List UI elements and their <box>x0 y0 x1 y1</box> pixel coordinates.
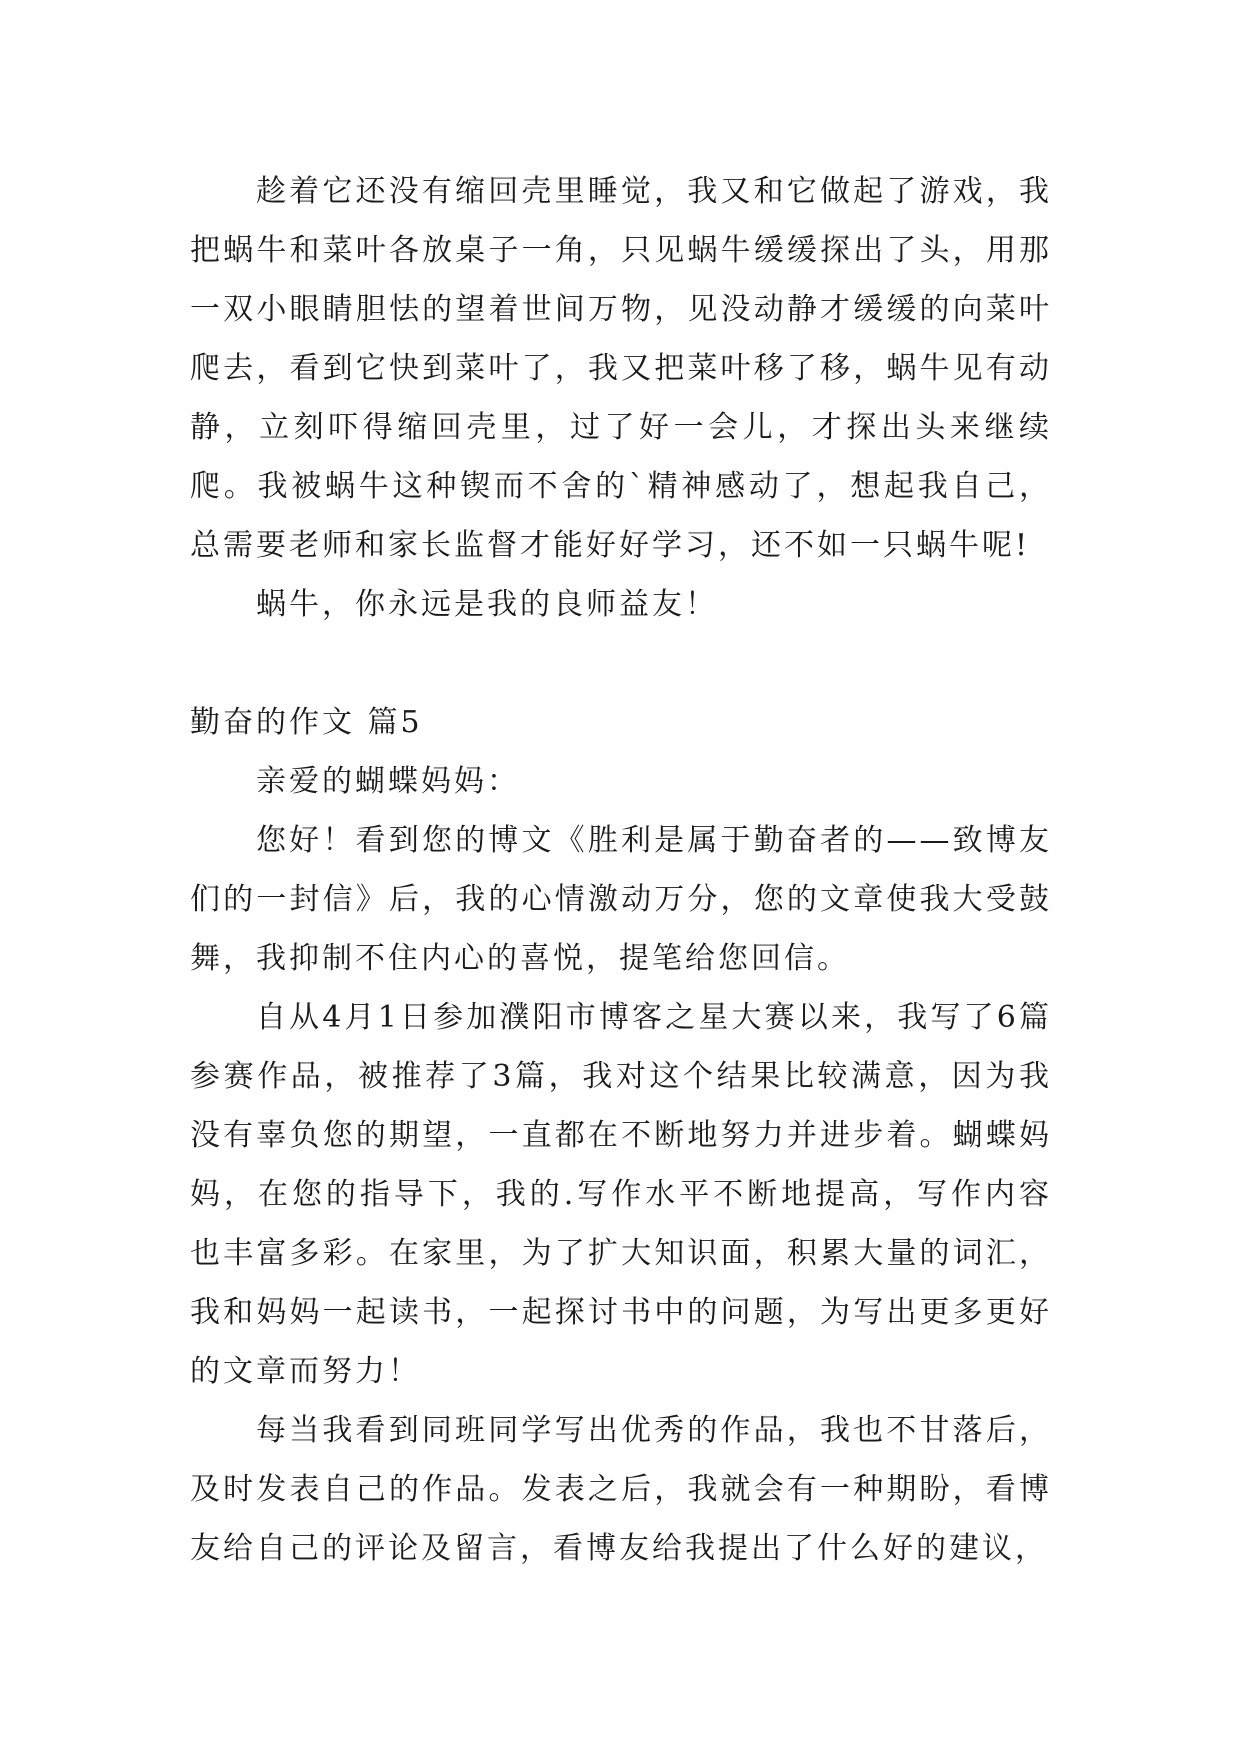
letter-greeting: 亲爱的蝴蝶妈妈： <box>256 764 520 799</box>
section-heading: 勤奋的作文 篇5 <box>190 705 423 740</box>
paragraph-classmates: 每当我看到同班同学写出优秀的作品，我也不甘落后，及时发表自己的作品。发表之后，我就会有一种期盼，看博友给自己的评论及留言，看博友给我提出了什么好的建议， <box>190 1413 1052 1566</box>
paragraph-snail-game: 趁着它还没有缩回壳里睡觉，我又和它做起了游戏，我把蜗牛和菜叶各放桌子一角，只见蜗牛缓缓探出了头，用那一双小眼睛胆怯的望着世间万物，见没动静才缓缓的向菜叶爬去，看到它快到菜叶了，我又把菜叶移了移，蜗牛见有动静，立刻吓得缩回壳里，过了好一会儿，才探出头来继续爬。我被蜗牛这种锲而不舍的`精神感动了，想起我自己，总需要老师和家长监督才能好好学习，还不如一只蜗牛呢! <box>190 174 1052 563</box>
paragraph-letter-intro: 您好！看到您的博文《胜利是属于勤奋者的——致博友们的一封信》后，我的心情激动万分，您的文章使我大受鼓舞，我抑制不住内心的喜悦，提笔给您回信。 <box>190 823 1052 976</box>
paragraph-contest: 自从4月1日参加濮阳市博客之星大赛以来，我写了6篇参赛作品，被推荐了3篇，我对这个结果比较满意，因为我没有辜负您的期望，一直都在不断地努力并进步着。蝴蝶妈妈，在您的指导下，我的.写作水平不断地提高，写作内容也丰富多彩。在家里，为了扩大知识面，积累大量的词汇，我和妈妈一起读书，一起探讨书中的问题，为写出更多更好的文章而努力！ <box>190 1000 1052 1389</box>
document-body <box>190 162 1052 1578</box>
paragraph-snail-friend: 蜗牛，你永远是我的良师益友！ <box>256 587 718 622</box>
